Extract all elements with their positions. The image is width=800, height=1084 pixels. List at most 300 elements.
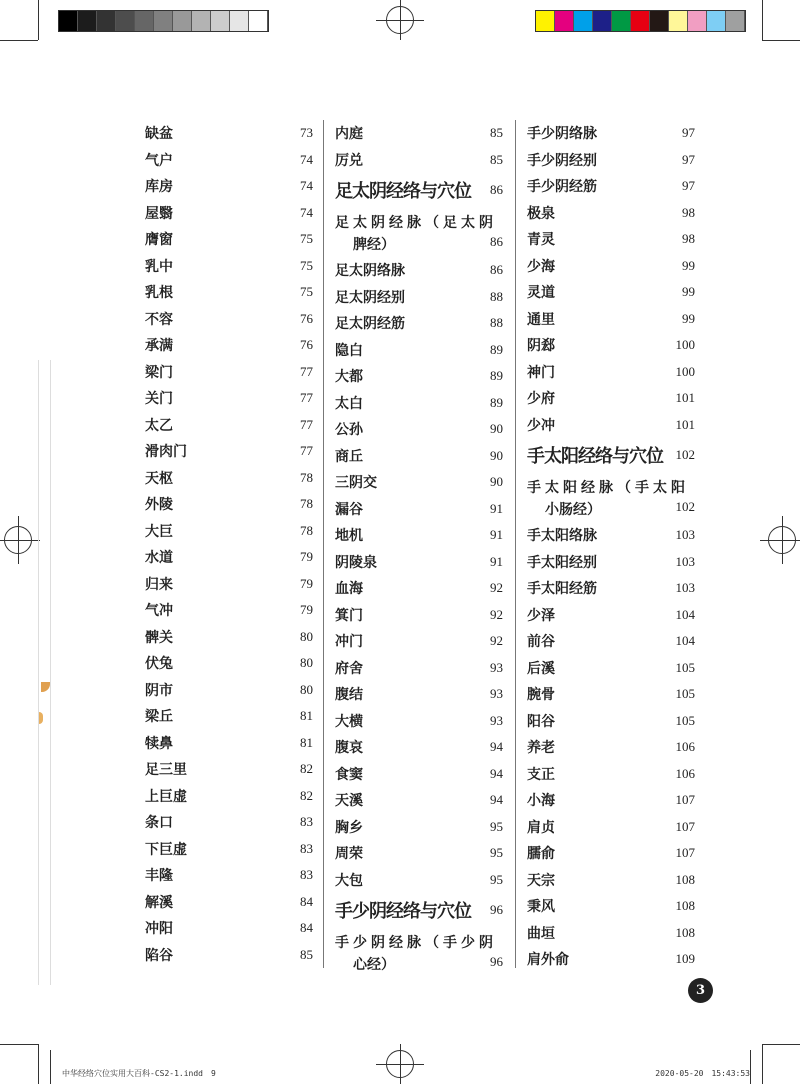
- toc-entry[interactable]: [145, 120, 313, 147]
- toc-entry-page: 79: [300, 602, 313, 618]
- toc-entry-page: 98: [682, 231, 695, 247]
- toc-entry[interactable]: [527, 279, 695, 306]
- toc-entry-title: 阴郄: [527, 338, 555, 355]
- toc-entry[interactable]: [335, 390, 503, 417]
- gray-swatch: [211, 11, 230, 31]
- color-swatch: [669, 11, 688, 31]
- color-swatch: [726, 11, 745, 31]
- side-image-strip: [38, 360, 51, 985]
- toc-entry[interactable]: [145, 147, 313, 174]
- toc-section-heading[interactable]: [335, 173, 503, 206]
- toc-entry[interactable]: [527, 120, 695, 147]
- toc-entry[interactable]: [145, 200, 313, 227]
- toc-entry-page: 102: [675, 499, 695, 514]
- toc-entry-page: 75: [300, 284, 313, 300]
- gray-swatch: [154, 11, 173, 31]
- toc-entry[interactable]: [527, 893, 695, 920]
- toc-entry-page: 75: [300, 257, 313, 273]
- toc-entry-page: 97: [682, 178, 695, 194]
- toc-entry-page: 94: [490, 792, 503, 808]
- toc-entry-page: 86: [490, 234, 503, 249]
- toc-entry[interactable]: [527, 147, 695, 174]
- toc-entry-title: 太乙: [145, 417, 173, 434]
- toc-entry[interactable]: [527, 549, 695, 576]
- toc-entry[interactable]: [145, 677, 313, 704]
- toc-entry[interactable]: [145, 173, 313, 200]
- section-heading-page: 86: [490, 181, 503, 197]
- toc-entry-title: 阳谷: [527, 713, 555, 730]
- toc-entry-title: 周荣: [335, 846, 363, 863]
- toc-entry-multiline[interactable]: [527, 471, 695, 522]
- toc-entry[interactable]: [335, 602, 503, 629]
- toc-entry-page: 77: [300, 416, 313, 432]
- toc-entry-page: 89: [490, 341, 503, 357]
- toc-entry-title: 阴陵泉: [335, 554, 377, 571]
- toc-entry-title: 冲门: [335, 634, 363, 651]
- toc-entry-page: 79: [300, 575, 313, 591]
- toc-entry[interactable]: [335, 734, 503, 761]
- toc-entry[interactable]: [335, 147, 503, 174]
- toc-entry-title: 三阴交: [335, 475, 377, 492]
- toc-entry[interactable]: [145, 889, 313, 916]
- toc-entry[interactable]: [335, 284, 503, 311]
- toc-entry-title: 条口: [145, 815, 173, 832]
- toc-entry-page: 101: [675, 390, 695, 406]
- toc-entry-page: 105: [675, 659, 695, 675]
- toc-entry[interactable]: [527, 522, 695, 549]
- toc-entry[interactable]: [145, 359, 313, 386]
- toc-entry[interactable]: [527, 332, 695, 359]
- toc-entry-page: 93: [490, 686, 503, 702]
- toc-entry[interactable]: [335, 363, 503, 390]
- toc-entry[interactable]: [145, 783, 313, 810]
- toc-entry[interactable]: [145, 279, 313, 306]
- toc-entry-title-line2: 心经）: [353, 957, 395, 973]
- toc-entry-page: 75: [300, 231, 313, 247]
- toc-entry-title: 外陵: [145, 497, 173, 514]
- toc-entry-title: 前谷: [527, 634, 555, 651]
- toc-entry-page: 82: [300, 761, 313, 777]
- toc-entry-title: 归来: [145, 576, 173, 593]
- toc-entry-title: 极泉: [527, 205, 555, 222]
- toc-entry-page: 100: [675, 363, 695, 379]
- toc-entry-title: 后溪: [527, 660, 555, 677]
- toc-entry-page: 97: [682, 151, 695, 167]
- toc-entry-multiline[interactable]: [335, 206, 503, 257]
- toc-entry-title: 食窦: [335, 766, 363, 783]
- section-heading-title: 手少阴经络与穴位: [335, 900, 471, 922]
- toc-entry[interactable]: [527, 946, 695, 973]
- toc-entry-page: 95: [490, 871, 503, 887]
- toc-entry[interactable]: [527, 920, 695, 947]
- gray-swatch: [97, 11, 116, 31]
- toc-entry[interactable]: [145, 756, 313, 783]
- toc-entry-title: 足太阴经别: [335, 289, 405, 306]
- section-heading-page: 96: [490, 901, 503, 917]
- toc-entry-page: 104: [675, 606, 695, 622]
- page-number: 3: [688, 978, 713, 1003]
- toc-entry[interactable]: [145, 862, 313, 889]
- toc-entry-page: 92: [490, 606, 503, 622]
- toc-entry[interactable]: [527, 385, 695, 412]
- toc-section-heading[interactable]: [335, 893, 503, 926]
- toc-entry-title: 手少阴经筋: [527, 179, 597, 196]
- toc-entry[interactable]: [145, 942, 313, 969]
- toc-entry-title: 肩贞: [527, 819, 555, 836]
- toc-entry[interactable]: [145, 915, 313, 942]
- toc-entry[interactable]: [145, 571, 313, 598]
- toc-entry-page: 77: [300, 390, 313, 406]
- toc-entry-title: 手太阳络脉: [527, 528, 597, 545]
- color-swatch: [536, 11, 555, 31]
- section-heading-page: 102: [675, 446, 695, 462]
- toc-entry-page: 80: [300, 681, 313, 697]
- toc-entry-title: 气冲: [145, 603, 173, 620]
- toc-entry[interactable]: [527, 200, 695, 227]
- color-swatch: [631, 11, 650, 31]
- toc-entry[interactable]: [335, 416, 503, 443]
- toc-entry-page: 93: [490, 659, 503, 675]
- toc-entry-page: 85: [300, 946, 313, 962]
- gray-swatch: [230, 11, 249, 31]
- toc-entry-title: 手太阳经别: [527, 554, 597, 571]
- toc-entry-title: 漏谷: [335, 501, 363, 518]
- toc-entry-page: 94: [490, 765, 503, 781]
- color-swatch: [574, 11, 593, 31]
- toc-entry-page: 109: [675, 951, 695, 967]
- toc-entry[interactable]: [145, 650, 313, 677]
- toc-entry-page: 84: [300, 920, 313, 936]
- toc-entry-title: 太白: [335, 395, 363, 412]
- toc-entry[interactable]: [335, 310, 503, 337]
- toc-entry-title: 解溪: [145, 894, 173, 911]
- toc-entry-title-line1: 足太阴经脉（足太阴: [335, 215, 497, 231]
- toc-entry-title: 肩外俞: [527, 952, 569, 969]
- toc-entry-page: 74: [300, 151, 313, 167]
- toc-entry[interactable]: [527, 867, 695, 894]
- color-swatch: [555, 11, 574, 31]
- toc-entry[interactable]: [335, 840, 503, 867]
- toc-column-3: [527, 120, 695, 973]
- toc-entry-title: 通里: [527, 311, 555, 328]
- slug-filename: 中华经络穴位实用大百科-CS2-1.indd 9: [62, 1069, 216, 1078]
- section-heading-title: 手太阳经络与穴位: [527, 445, 663, 467]
- toc-entry-page: 106: [675, 765, 695, 781]
- toc-entry-page: 76: [300, 310, 313, 326]
- toc-entry-title: 手太阳经筋: [527, 581, 597, 598]
- toc-entry-title: 气户: [145, 152, 173, 169]
- gray-swatch: [192, 11, 211, 31]
- toc-entry-page: 89: [490, 368, 503, 384]
- toc-entry[interactable]: [335, 469, 503, 496]
- toc-entry[interactable]: [335, 549, 503, 576]
- toc-entry-page: 91: [490, 527, 503, 543]
- toc-entry-page: 108: [675, 924, 695, 940]
- toc-entry[interactable]: [527, 761, 695, 788]
- toc-entry[interactable]: [335, 443, 503, 470]
- toc-entry-title-line1: 手少阴经脉（手少阴: [335, 935, 497, 951]
- toc-column-1: [145, 120, 313, 968]
- toc-entry-page: 89: [490, 394, 503, 410]
- toc-entry-page: 77: [300, 363, 313, 379]
- toc-entry-title: 天宗: [527, 872, 555, 889]
- toc-entry-title: 冲阳: [145, 921, 173, 938]
- toc-entry-title: 上巨虚: [145, 788, 187, 805]
- toc-entry-page: 83: [300, 840, 313, 856]
- toc-entry[interactable]: [335, 337, 503, 364]
- toc-entry[interactable]: [527, 628, 695, 655]
- gray-swatch: [78, 11, 97, 31]
- toc-entry-page: 79: [300, 549, 313, 565]
- toc-entry[interactable]: [335, 522, 503, 549]
- toc-entry-title: 少海: [527, 258, 555, 275]
- toc-entry-title: 髀关: [145, 629, 173, 646]
- toc-entry-page: 103: [675, 553, 695, 569]
- toc-entry[interactable]: [335, 814, 503, 841]
- toc-entry[interactable]: [145, 544, 313, 571]
- toc-entry[interactable]: [145, 306, 313, 333]
- toc-entry[interactable]: [145, 226, 313, 253]
- toc-entry-page: 97: [682, 125, 695, 141]
- toc-entry-page: 80: [300, 628, 313, 644]
- toc-entry-title: 丰隆: [145, 868, 173, 885]
- toc-entry-page: 107: [675, 845, 695, 861]
- toc-section-heading[interactable]: [527, 438, 695, 471]
- toc-entry-title: 腹结: [335, 687, 363, 704]
- toc-entry-page: 103: [675, 580, 695, 596]
- toc-entry-page: 100: [675, 337, 695, 353]
- toc-entry-page: 95: [490, 818, 503, 834]
- toc-entry-title: 足三里: [145, 762, 187, 779]
- toc-entry-title: 血海: [335, 581, 363, 598]
- column-divider: [323, 120, 324, 968]
- toc-entry-title: 乳中: [145, 258, 173, 275]
- toc-entry[interactable]: [527, 306, 695, 333]
- toc-entry[interactable]: [527, 840, 695, 867]
- toc-entry[interactable]: [145, 730, 313, 757]
- toc-entry-title: 胸乡: [335, 819, 363, 836]
- toc-entry[interactable]: [145, 253, 313, 280]
- toc-entry-title: 足太阴经筋: [335, 316, 405, 333]
- toc-entry-page: 78: [300, 522, 313, 538]
- toc-entry[interactable]: [527, 173, 695, 200]
- toc-entry-page: 101: [675, 416, 695, 432]
- toc-entry[interactable]: [145, 836, 313, 863]
- toc-entry[interactable]: [527, 787, 695, 814]
- toc-entry-page: 90: [490, 421, 503, 437]
- toc-entry-title: 天枢: [145, 470, 173, 487]
- toc-entry[interactable]: [527, 734, 695, 761]
- toc-entry[interactable]: [145, 597, 313, 624]
- toc-entry[interactable]: [527, 708, 695, 735]
- toc-entry-page: 104: [675, 633, 695, 649]
- toc-entry-page: 105: [675, 686, 695, 702]
- toc-entry-page: 93: [490, 712, 503, 728]
- toc-entry-title: 少冲: [527, 417, 555, 434]
- toc-entry[interactable]: [145, 465, 313, 492]
- toc-entry[interactable]: [335, 867, 503, 894]
- toc-entry-title: 箕门: [335, 607, 363, 624]
- toc-entry[interactable]: [335, 708, 503, 735]
- cmyk-color-bar: [535, 10, 746, 32]
- gray-swatch: [59, 11, 78, 31]
- toc-entry[interactable]: [335, 575, 503, 602]
- toc-entry[interactable]: [527, 575, 695, 602]
- toc-entry-title: 支正: [527, 766, 555, 783]
- toc-entry[interactable]: [335, 120, 503, 147]
- toc-entry-page: 108: [675, 898, 695, 914]
- toc-entry-title: 库房: [145, 179, 173, 196]
- toc-entry-title: 秉风: [527, 899, 555, 916]
- toc-entry-title: 养老: [527, 740, 555, 757]
- gray-swatch: [135, 11, 154, 31]
- toc-entry[interactable]: [145, 412, 313, 439]
- toc-entry[interactable]: [335, 257, 503, 284]
- toc-entry-title-line1: 手太阳经脉（手太阳: [527, 480, 689, 496]
- toc-entry-title: 大横: [335, 713, 363, 730]
- toc-entry-title: 腕骨: [527, 687, 555, 704]
- color-swatch: [593, 11, 612, 31]
- toc-entry-title: 承满: [145, 338, 173, 355]
- toc-entry-page: 95: [490, 845, 503, 861]
- toc-entry-page: 85: [490, 151, 503, 167]
- toc-entry[interactable]: [145, 624, 313, 651]
- toc-entry-page: 78: [300, 469, 313, 485]
- toc-entry[interactable]: [335, 628, 503, 655]
- toc-entry-page: 96: [490, 954, 503, 969]
- toc-entry-page: 86: [490, 262, 503, 278]
- toc-entry[interactable]: [145, 703, 313, 730]
- toc-entry[interactable]: [527, 412, 695, 439]
- toc-entry-page: 81: [300, 734, 313, 750]
- toc-entry[interactable]: [145, 438, 313, 465]
- toc-entry-page: 98: [682, 204, 695, 220]
- toc-entry[interactable]: [335, 761, 503, 788]
- toc-entry[interactable]: [335, 681, 503, 708]
- gray-swatch: [249, 11, 268, 31]
- toc-entry-title: 屋翳: [145, 205, 173, 222]
- grayscale-color-bar: [58, 10, 269, 32]
- toc-entry[interactable]: [527, 681, 695, 708]
- toc-entry-title: 府舍: [335, 660, 363, 677]
- toc-entry-title: 手少阴经别: [527, 152, 597, 169]
- toc-entry-page: 92: [490, 633, 503, 649]
- toc-entry-title: 腹哀: [335, 740, 363, 757]
- toc-entry-page: 108: [675, 871, 695, 887]
- toc-entry-title: 滑肉门: [145, 444, 187, 461]
- toc-entry-multiline[interactable]: [335, 926, 503, 977]
- toc-entry[interactable]: [527, 602, 695, 629]
- toc-entry-title: 隐白: [335, 342, 363, 359]
- toc-entry-page: 76: [300, 337, 313, 353]
- toc-entry-title: 伏兔: [145, 656, 173, 673]
- toc-entry-page: 107: [675, 818, 695, 834]
- toc-entry-page: 77: [300, 443, 313, 459]
- color-swatch: [707, 11, 726, 31]
- toc-entry-page: 92: [490, 580, 503, 596]
- toc-entry-title: 缺盆: [145, 126, 173, 143]
- toc-entry-title: 不容: [145, 311, 173, 328]
- toc-entry[interactable]: [527, 655, 695, 682]
- toc-entry-title: 犊鼻: [145, 735, 173, 752]
- section-heading-title: 足太阴经络与穴位: [335, 180, 471, 202]
- toc-entry-title: 曲垣: [527, 925, 555, 942]
- toc-entry-page: 103: [675, 527, 695, 543]
- toc-entry[interactable]: [145, 518, 313, 545]
- toc-entry-page: 73: [300, 125, 313, 141]
- toc-entry-page: 74: [300, 178, 313, 194]
- toc-entry-page: 88: [490, 288, 503, 304]
- toc-entry-title: 梁门: [145, 364, 173, 381]
- toc-entry[interactable]: [145, 809, 313, 836]
- toc-entry-page: 107: [675, 792, 695, 808]
- toc-entry[interactable]: [335, 787, 503, 814]
- toc-entry-page: 99: [682, 284, 695, 300]
- toc-entry[interactable]: [527, 253, 695, 280]
- toc-entry-title: 关门: [145, 391, 173, 408]
- toc-entry-title: 灵道: [527, 285, 555, 302]
- toc-entry-page: 83: [300, 814, 313, 830]
- toc-entry[interactable]: [335, 496, 503, 523]
- toc-entry[interactable]: [335, 655, 503, 682]
- toc-entry-title: 神门: [527, 364, 555, 381]
- toc-entry-title: 青灵: [527, 232, 555, 249]
- toc-entry-title: 厉兑: [335, 152, 363, 169]
- toc-entry-title: 商丘: [335, 448, 363, 465]
- toc-entry-title: 臑俞: [527, 846, 555, 863]
- toc-entry-title: 少泽: [527, 607, 555, 624]
- toc-entry-page: 105: [675, 712, 695, 728]
- toc-entry[interactable]: [527, 226, 695, 253]
- toc-entry-title: 少府: [527, 391, 555, 408]
- toc-column-2: [335, 120, 503, 977]
- toc-entry-page: 91: [490, 500, 503, 516]
- gray-swatch: [173, 11, 192, 31]
- toc-entry-title: 大巨: [145, 523, 173, 540]
- column-divider: [515, 120, 516, 968]
- slug-timestamp: 2020-05-20 15:43:53: [655, 1069, 750, 1078]
- toc-entry-page: 99: [682, 310, 695, 326]
- toc-entry-title: 乳根: [145, 285, 173, 302]
- toc-entry[interactable]: [527, 359, 695, 386]
- color-swatch: [612, 11, 631, 31]
- toc-entry-title: 地机: [335, 528, 363, 545]
- toc-entry-page: 82: [300, 787, 313, 803]
- toc-entry-title: 阴市: [145, 682, 173, 699]
- toc-entry-title: 水道: [145, 550, 173, 567]
- toc-entry-title: 公孙: [335, 422, 363, 439]
- color-swatch: [650, 11, 669, 31]
- toc-entry-page: 80: [300, 655, 313, 671]
- toc-entry-title: 内庭: [335, 126, 363, 143]
- toc-entry-title: 下巨虚: [145, 841, 187, 858]
- toc-entry-title-line2: 脾经）: [353, 237, 395, 253]
- toc-entry-title: 小海: [527, 793, 555, 810]
- toc-entry-page: 88: [490, 315, 503, 331]
- toc-entry-title: 陷谷: [145, 947, 173, 964]
- color-swatch: [688, 11, 707, 31]
- toc-entry[interactable]: [145, 491, 313, 518]
- toc-entry-title: 手少阴络脉: [527, 126, 597, 143]
- toc-entry-page: 99: [682, 257, 695, 273]
- toc-entry-page: 83: [300, 867, 313, 883]
- toc-entry[interactable]: [145, 385, 313, 412]
- toc-entry-title: 大都: [335, 369, 363, 386]
- toc-entry-page: 84: [300, 893, 313, 909]
- toc-entry-title: 梁丘: [145, 709, 173, 726]
- toc-entry[interactable]: [145, 332, 313, 359]
- toc-entry[interactable]: [527, 814, 695, 841]
